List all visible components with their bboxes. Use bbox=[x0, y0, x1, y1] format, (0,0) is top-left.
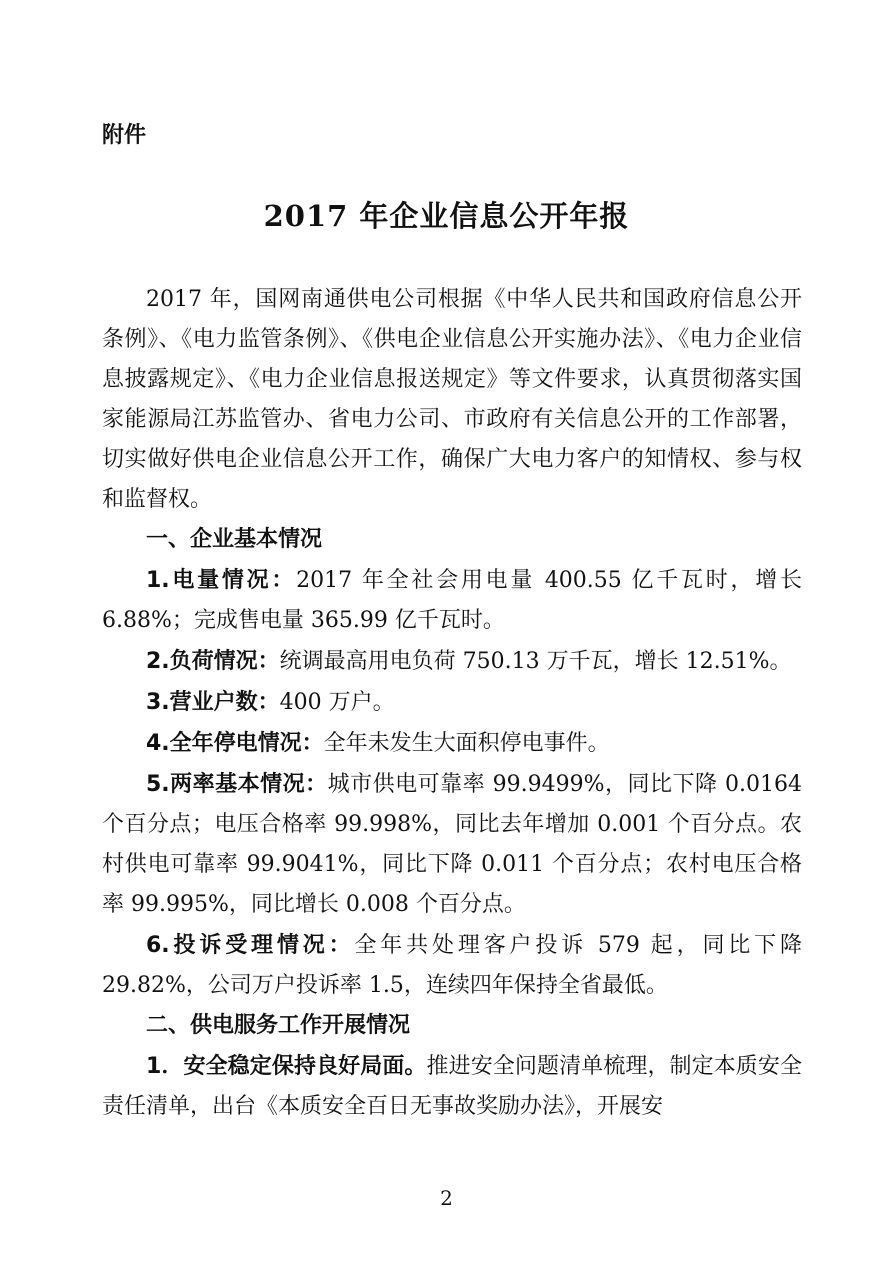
item-electricity bbox=[102, 561, 802, 641]
document-title: 2017 年企业信息公开年报 bbox=[263, 199, 630, 233]
page-number: 2 bbox=[440, 1186, 453, 1210]
intro-paragraph: 2017 年，国网南通供电公司根据《中华人民共和国政府信息公开条例》、《电力监管条例》、《供电企业信息公开实施办法》、《电力企业信息披露规定》、《电力企业信息报送规定》等文件要求，认真贯彻落实国家能源局江苏监管办、省电力公司、市政府有关信息公开的工作部署，切实做好供电企业信息公开工作，确保广大电力客户的知情权、参与权和监督权。 bbox=[102, 287, 802, 512]
item-load bbox=[102, 642, 802, 682]
item-label: 3.营业户数： bbox=[146, 690, 280, 715]
item-text: 全年未发生大面积停电事件。 bbox=[323, 731, 610, 756]
item-label: 2.负荷情况： bbox=[146, 649, 280, 674]
section-heading-2: 二、供电服务工作开展情况 bbox=[146, 1013, 411, 1038]
item-label: 5.两率基本情况： bbox=[146, 772, 328, 797]
item-safety bbox=[102, 1047, 802, 1127]
item-label: 1．安全稳定保持良好局面。 bbox=[146, 1054, 427, 1079]
item-label: 1.电量情况： bbox=[146, 568, 297, 593]
item-reliability bbox=[102, 765, 802, 925]
item-text: 400 万户。 bbox=[279, 690, 395, 715]
item-text: 统调最高用电负荷 750.13 万千瓦，增长 12.51%。 bbox=[279, 649, 792, 674]
attachment-label: 附件 bbox=[102, 123, 147, 148]
item-households bbox=[102, 683, 802, 723]
section-heading-1: 一、企业基本情况 bbox=[146, 527, 323, 552]
document-body bbox=[102, 280, 802, 1127]
item-label: 4.全年停电情况： bbox=[146, 731, 324, 756]
item-text: 2017 年全社会用电量 400.55 亿千瓦时，增长 6.88%；完成售电量 365.99 亿千瓦时。 bbox=[102, 568, 802, 633]
item-outage bbox=[102, 724, 802, 764]
item-text: 全年共处理客户投诉 579 起，同比下降 29.82%，公司万户投诉率 1.5，连续四年保持全省最低。 bbox=[102, 933, 802, 998]
item-complaints bbox=[102, 926, 802, 1006]
item-label: 6.投诉受理情况： bbox=[146, 933, 355, 958]
item-text: 城市供电可靠率 99.9499%，同比下降 0.0164 个百分点；电压合格率 99.998%，同比去年增加 0.001 个百分点。农村供电可靠率 99.9041%，同比下降 0.011 个百分点；农村电压合格率 99.995%，同比增长 0.008 个百分点。 bbox=[102, 772, 802, 917]
item-text: 推进安全问题清单梳理，制定本质安全责任清单，出台《本质安全百日无事故奖励办法》，开展安 bbox=[102, 1054, 802, 1119]
